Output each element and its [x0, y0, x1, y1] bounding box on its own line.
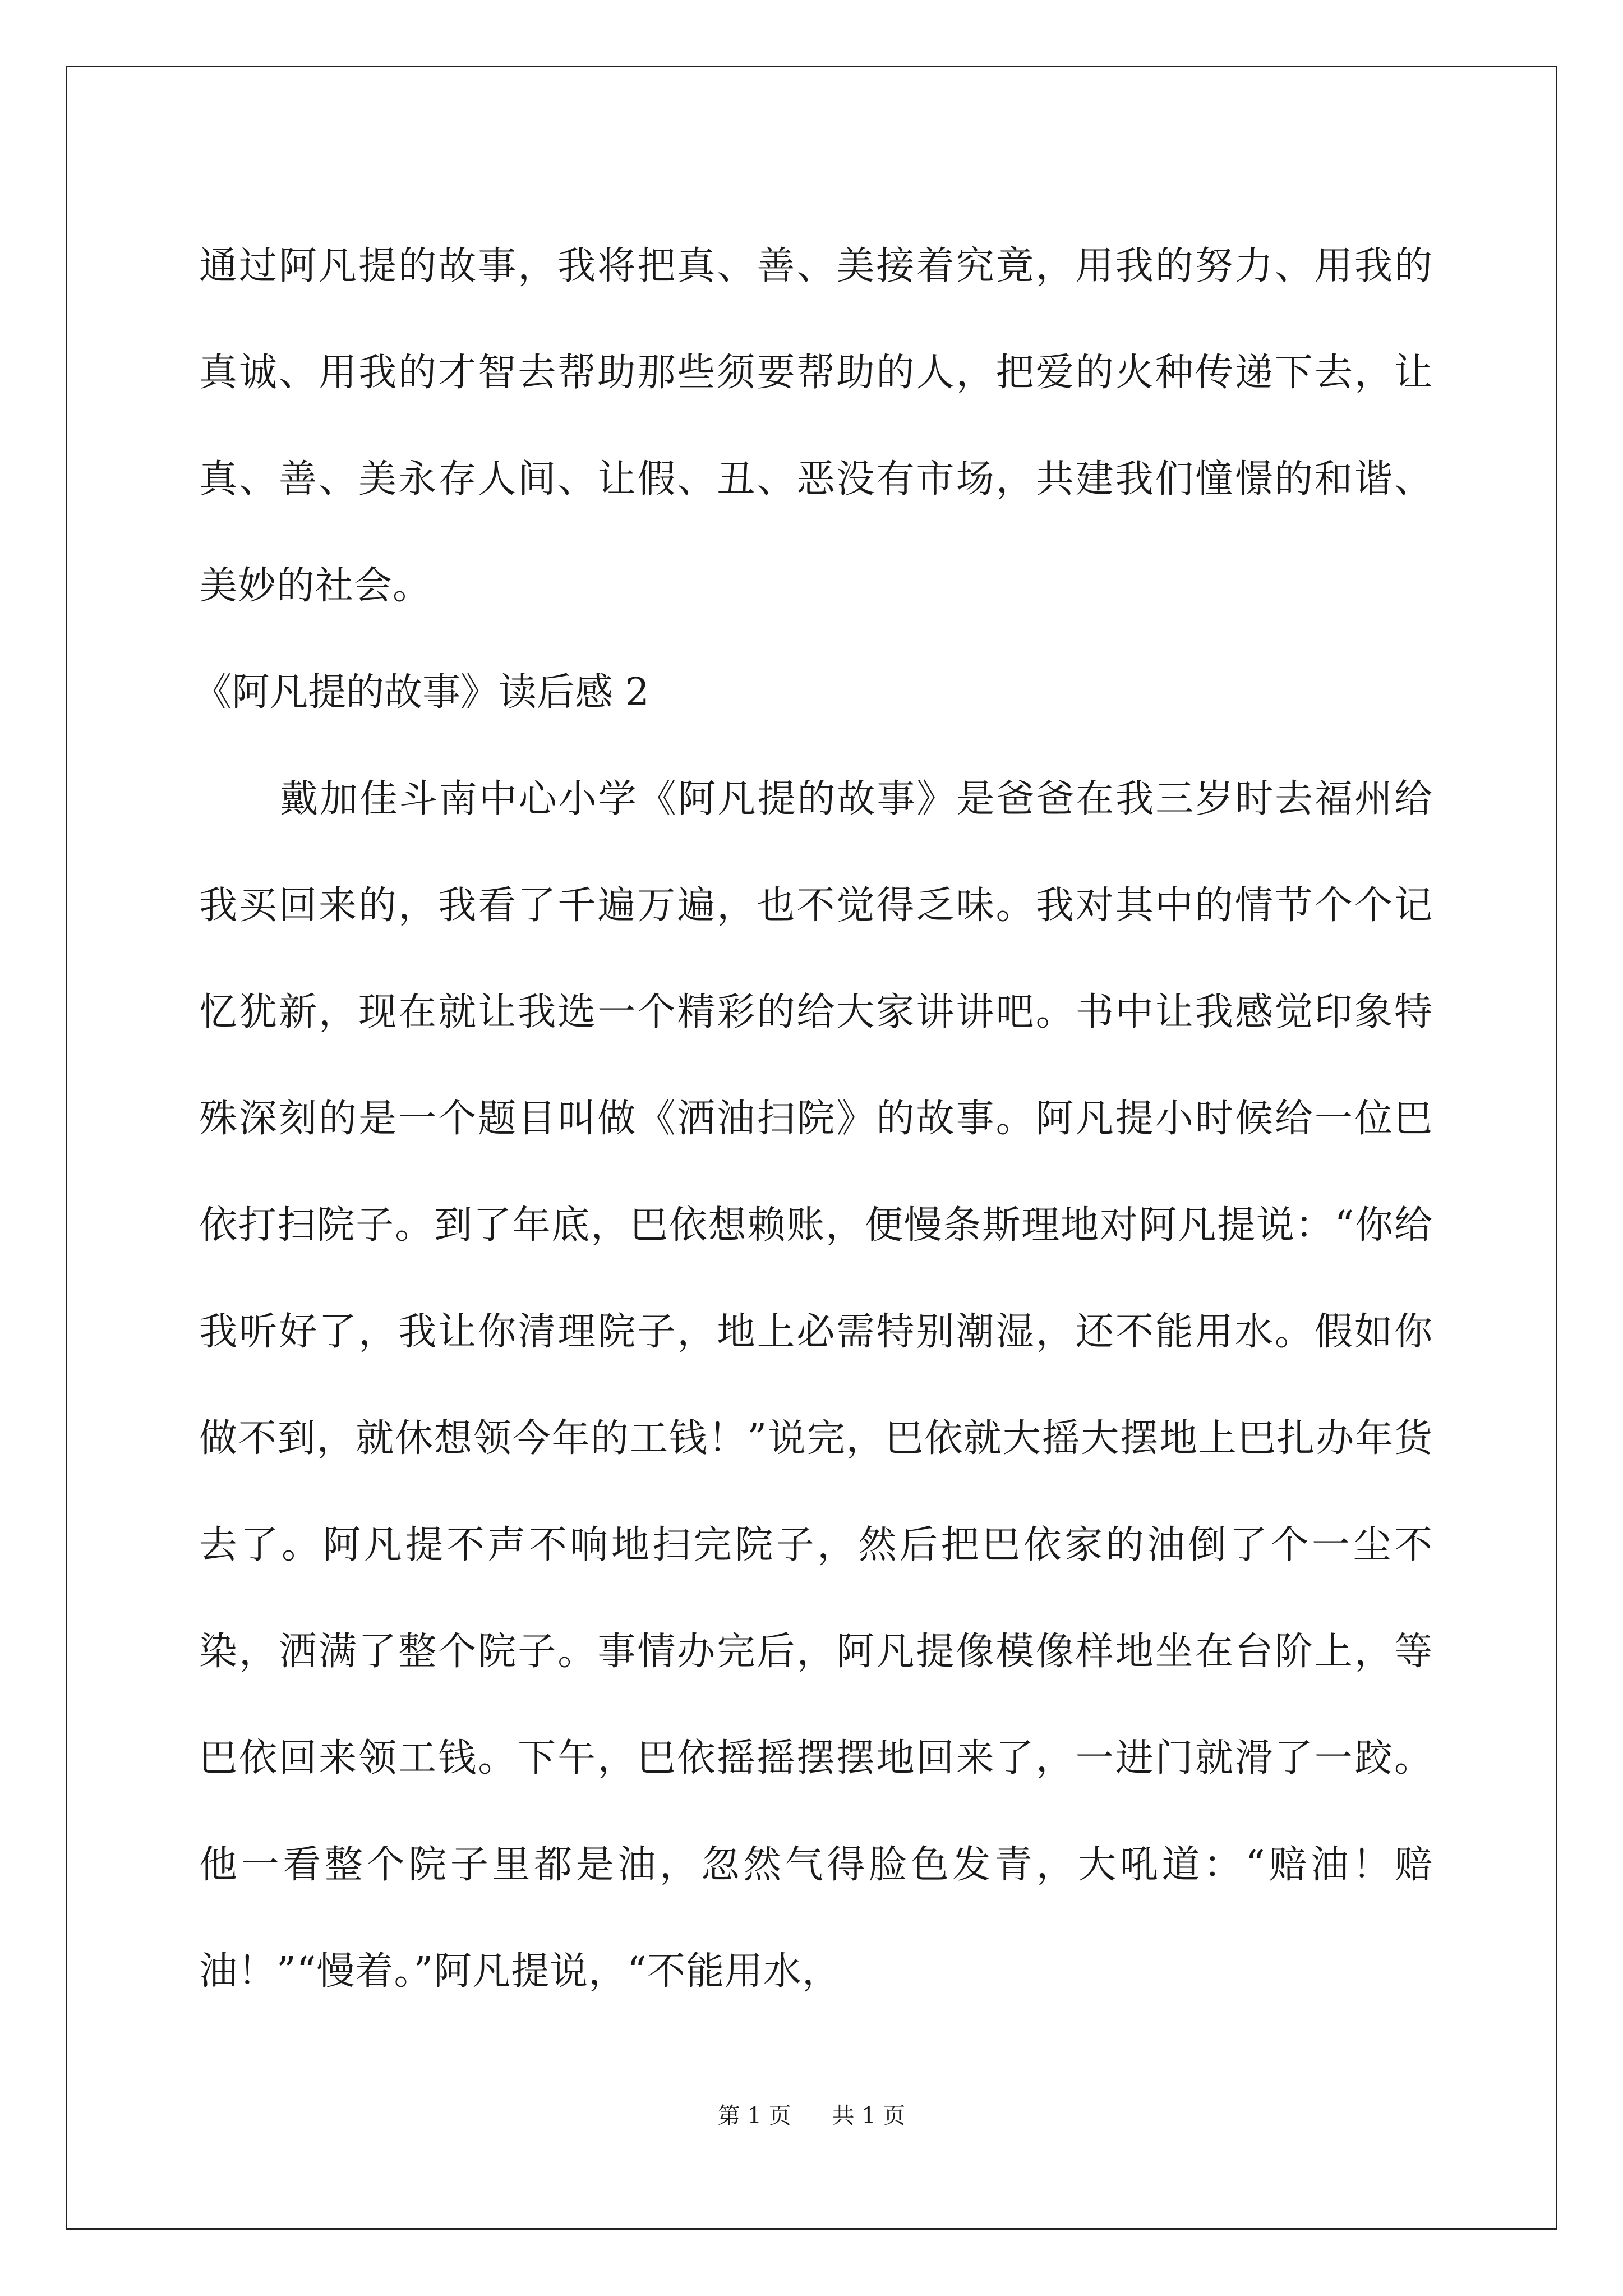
- paragraph-2: 戴加佳斗南中心小学《阿凡提的故事》是爸爸在我三岁时去福州给我买回来的，我看了千遍万遍，也不觉得乏味。我对其中的情节个个记忆犹新，现在就让我选一个精彩的给大家讲讲吧。书中让我感觉印象特殊深刻的是一个题目叫做《洒油扫院》的故事。阿凡提小时候给一位巴依打扫院子。到了年底，巴依想赖账，便慢条斯理地对阿凡提说：“你给我听好了，我让你清理院子，地上必需特别潮湿，还不能用水。假如你做不到，就休想领今年的工钱！”说完，巴依就大摇大摆地上巴扎办年货去了。阿凡提不声不响地扫完院子，然后把巴依家的油倒了个一尘不染，洒满了整个院子。事情办完后，阿凡提像模像样地坐在台阶上，等巴依回来领工钱。下午，巴依摇摇摆摆地回来了，一进门就滑了一跤。他一看整个院子里都是油，忽然气得脸色发青，大吼道：“赔油！赔油！”“慢着。”阿凡提说，“不能用水，: [199, 777, 1433, 1994]
- page-number: 第 1 页: [717, 2103, 791, 2129]
- page-footer: [0, 2098, 1623, 2130]
- paragraph-1: 通过阿凡提的故事，我将把真、善、美接着究竟，用我的努力、用我的真诚、用我的才智去帮助那些须要帮助的人，把爱的火种传递下去，让真、善、美永存人间、让假、丑、恶没有市场，共建我们憧憬的和谐、美妙的社会。: [199, 244, 1433, 608]
- document-body: [193, 213, 1433, 2025]
- page-total: 共 1 页: [832, 2103, 906, 2129]
- section-heading: 《阿凡提的故事》读后感 2: [193, 670, 649, 715]
